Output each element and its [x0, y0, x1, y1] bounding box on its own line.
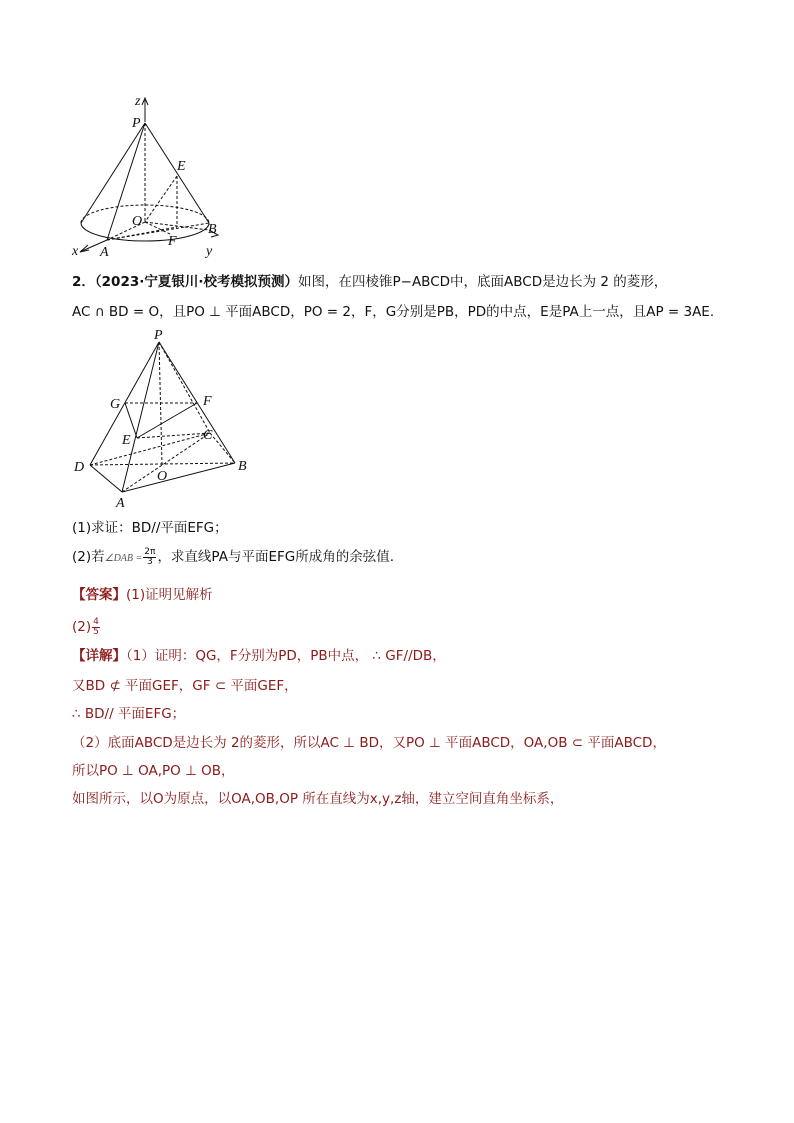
answer-numerator: 4: [93, 616, 99, 627]
cone-figure: [68, 92, 228, 264]
problem-line-1: [72, 272, 667, 292]
problem-line-2: AC ∩ BD = O，且PO ⊥ 平面ABCD，PO = 2，F，G分别是PB，PD的中点，E是PA上一点，且AP = 3AE.: [72, 304, 715, 320]
question-2-suffix: ，求直线PA与平面EFG所成角的余弦值.: [157, 549, 394, 565]
label-O: O: [132, 214, 143, 229]
answer-tag: 【答案】: [72, 587, 126, 603]
label-B: B: [208, 222, 217, 237]
detail-line-6: 如图所示，以O为原点，以OA,OB,OP 所在直线为x,y,z轴，建立空间直角坐标系，: [72, 791, 564, 807]
label-G: G: [110, 397, 121, 412]
label-A: A: [100, 245, 109, 260]
problem-source: （2023·宁夏银川·校考模拟预测）: [94, 274, 298, 290]
detail-text-1: （1）证明：QG，F分别为PD，PB中点， ∴ GF//DB，: [126, 648, 446, 664]
label-F2: F: [203, 394, 212, 409]
question-2-prefix: (2)若: [72, 549, 105, 565]
answer-2-fraction: [92, 618, 100, 637]
label-B2: B: [238, 459, 247, 474]
question-2-fraction: [143, 548, 156, 567]
label-P: P: [132, 116, 141, 131]
detail-line-1: [72, 646, 446, 666]
detail-line-5: 所以PO ⊥ OA,PO ⊥ OB，: [72, 763, 235, 779]
pyramid-figure: [70, 325, 260, 515]
label-A2: A: [116, 496, 125, 511]
question-2: [72, 547, 394, 569]
detail-line-3: ∴ BD// 平面EFG；: [72, 706, 186, 722]
label-z: z: [135, 94, 141, 109]
detail-tag: 【详解】: [72, 648, 126, 664]
detail-line-2: 又BD ⊄ 平面GEF，GF ⊂ 平面GEF，: [72, 678, 298, 694]
question-2-angle: ∠DAB =: [104, 553, 143, 564]
question-1: (1)求证：BD//平面EFG；: [72, 520, 228, 536]
problem-text-1: 如图，在四棱锥P−ABCD中，底面ABCD是边长为 2 的菱形，: [298, 274, 668, 290]
label-C: C: [203, 428, 213, 443]
label-P2: P: [154, 328, 163, 343]
answer-line-1: [72, 585, 213, 605]
problem-number: 2．: [72, 274, 95, 290]
label-O2: O: [157, 469, 168, 484]
fraction-denominator: 3: [146, 556, 153, 567]
label-F: F: [168, 234, 177, 249]
label-D: D: [74, 460, 85, 475]
answer-line-2: [72, 617, 101, 637]
fraction-numerator: 2π: [144, 546, 156, 557]
answer-2-prefix: (2): [72, 619, 92, 635]
label-y: y: [206, 244, 213, 259]
label-x: x: [72, 244, 79, 259]
answer-denominator: 5: [93, 626, 99, 637]
answer-1: (1)证明见解析: [126, 587, 213, 603]
detail-line-4: （2）底面ABCD是边长为 2的菱形，所以AC ⊥ BD，又PO ⊥ 平面ABCD，OA,OB ⊂ 平面ABCD，: [72, 735, 666, 751]
label-E: E: [177, 159, 186, 174]
label-E2: E: [122, 433, 131, 448]
